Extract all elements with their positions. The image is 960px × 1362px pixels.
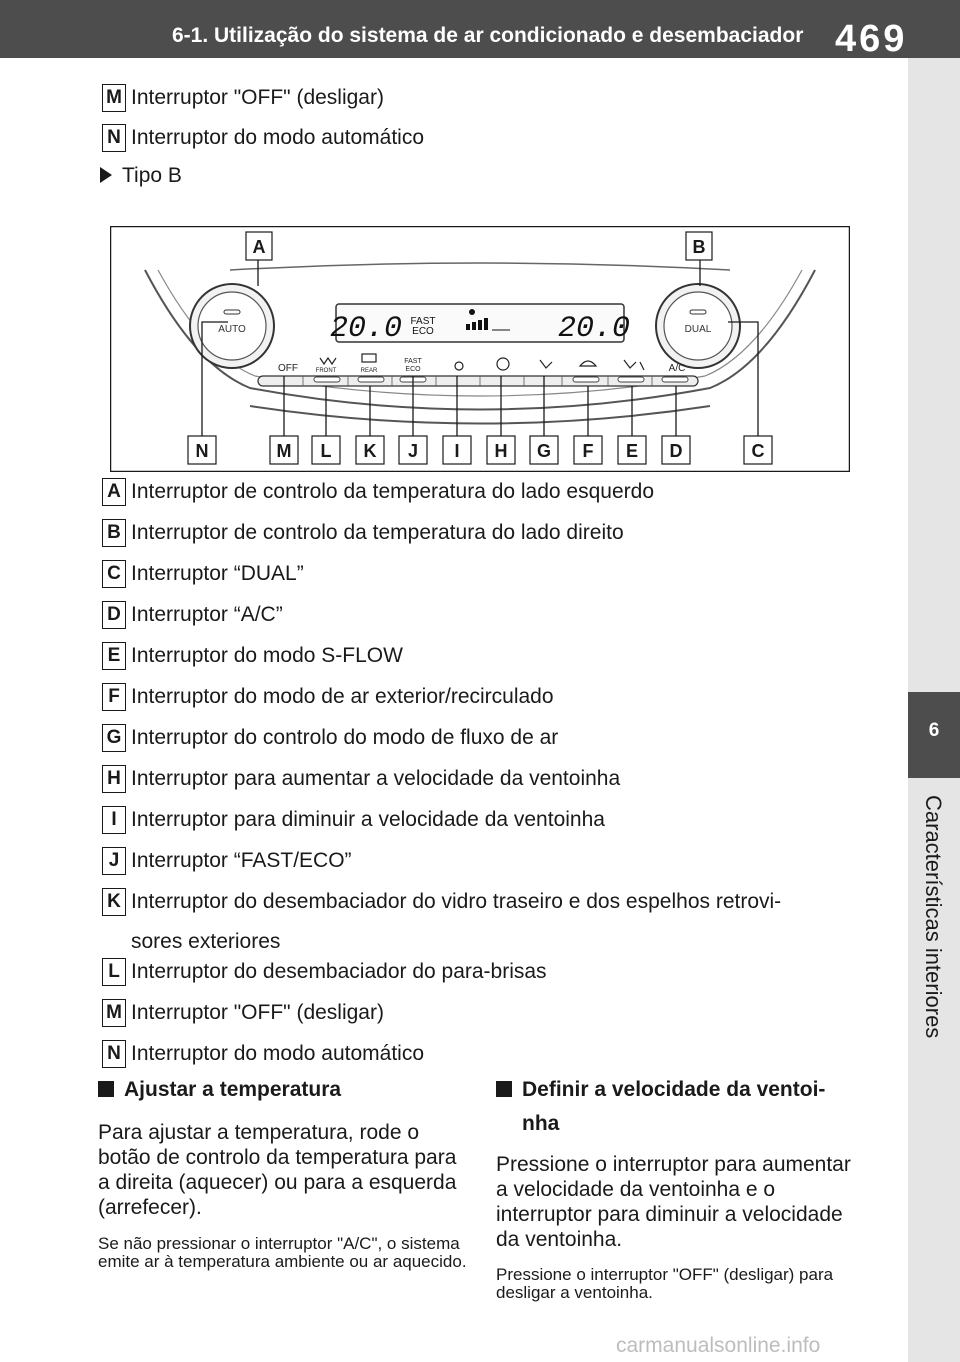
- display-eco-label: ECO: [412, 326, 434, 337]
- item-text: Interruptor para diminuir a velocidade da ventoinha: [131, 808, 605, 831]
- callout-f: F: [582, 441, 594, 461]
- item-text: Interruptor do modo automático: [131, 126, 424, 149]
- square-bullet-icon: [496, 1081, 512, 1097]
- item-letter: C: [102, 560, 126, 588]
- item-text: Interruptor do desembaciador do para-brisas: [131, 960, 547, 983]
- item-text: Interruptor “A/C”: [131, 603, 283, 626]
- item-text-continuation: sores exteriores: [131, 930, 281, 953]
- item-letter: I: [102, 806, 126, 834]
- type-label: Tipo B: [122, 164, 182, 187]
- right-temperature-readout: 20.0: [557, 312, 631, 346]
- ac-label: A/C: [668, 363, 686, 374]
- item-text: Interruptor do modo automático: [131, 1042, 424, 1065]
- front-label: FRONT: [315, 368, 337, 374]
- item-text: Interruptor para aumentar a velocidade da ventoinha: [131, 767, 621, 790]
- item-letter: L: [102, 958, 126, 986]
- item-letter: M: [102, 999, 126, 1027]
- item-letter: M: [102, 84, 126, 112]
- callout-l: L: [320, 441, 332, 461]
- item-text: Interruptor do desembaciador do vidro traseiro e dos espelhos retrovi-: [131, 890, 782, 913]
- chapter-title: Características interiores: [921, 795, 946, 1039]
- display-fast-label: FAST: [410, 316, 436, 327]
- item-text: Interruptor do controlo do modo de fluxo de ar: [131, 726, 559, 749]
- climate-control-panel-figure: [110, 226, 850, 472]
- fan-speed-paragraph: Pressione o interruptor para aumentar a velocidade da ventoinha e o interruptor para diminuir a velocidade da ventoinha.: [496, 1153, 851, 1251]
- callout-m: M: [276, 441, 292, 461]
- item-letter: N: [102, 124, 126, 152]
- left-temperature-readout: 20.0: [329, 312, 403, 346]
- item-text: Interruptor do modo S-FLOW: [131, 644, 403, 667]
- item-text: Interruptor de controlo da temperatura do lado direito: [131, 521, 624, 544]
- callout-e: E: [625, 441, 639, 461]
- dual-label: DUAL: [684, 324, 712, 335]
- fan-speed-note: Pressione o interruptor "OFF" (desligar) para desligar a ventoinha.: [496, 1265, 834, 1302]
- callout-c: C: [751, 441, 765, 461]
- right-temperature-knob: [656, 284, 740, 368]
- callout-d: D: [669, 441, 683, 461]
- item-letter: H: [102, 765, 126, 793]
- watermark: carmanualsonline.info: [616, 1334, 821, 1357]
- lcd-display: [330, 304, 630, 346]
- item-letter: A: [102, 478, 126, 506]
- callout-n: N: [195, 441, 209, 461]
- item-letter: N: [102, 1040, 126, 1068]
- square-bullet-icon: [98, 1081, 114, 1097]
- triangle-bullet-icon: [100, 167, 112, 183]
- callout-i: I: [454, 441, 460, 461]
- button-fast-label: FAST: [404, 358, 422, 365]
- section-title: 6-1. Utilização do sistema de ar condicionado e desembaciador: [172, 24, 804, 47]
- item-letter: B: [102, 519, 126, 547]
- auto-label: AUTO: [218, 324, 246, 335]
- item-text: Interruptor do modo de ar exterior/recirculado: [131, 685, 554, 708]
- chapter-number: 6: [928, 720, 940, 741]
- item-text: Interruptor “DUAL”: [131, 562, 304, 585]
- header-bar: [0, 0, 960, 58]
- chapter-tab[interactable]: [908, 692, 960, 778]
- type-heading: [100, 164, 182, 188]
- temperature-paragraph: Para ajustar a temperatura, rode o botão de controlo da temperatura para a direita (aquecer) ou para a esquerda (arrefecer).: [98, 1121, 457, 1219]
- rear-label: REAR: [360, 368, 378, 374]
- section-heading-fan-speed-cont: nha: [522, 1112, 560, 1135]
- section-heading-text: Definir a velocidade da ventoi-: [522, 1078, 826, 1101]
- callout-j: J: [407, 441, 419, 461]
- item-text: Interruptor "OFF" (desligar): [131, 1001, 384, 1024]
- item-letter: E: [102, 642, 126, 670]
- item-letter: J: [102, 847, 126, 875]
- item-text: Interruptor "OFF" (desligar): [131, 86, 384, 109]
- temperature-note: Se não pressionar o interruptor "A/C", o sistema emite ar à temperatura ambiente ou ar aquecido.: [98, 1234, 467, 1271]
- callout-h: H: [494, 441, 508, 461]
- callout-k: K: [363, 441, 377, 461]
- callout-g: G: [536, 441, 552, 461]
- item-text: Interruptor “FAST/ECO”: [131, 849, 352, 872]
- item-text: Interruptor de controlo da temperatura do lado esquerdo: [131, 480, 655, 503]
- section-heading-fan-speed: [496, 1072, 825, 1108]
- off-label: OFF: [278, 363, 298, 374]
- item-letter: K: [102, 888, 126, 916]
- item-letter: G: [102, 724, 126, 752]
- section-heading-temperature: [98, 1072, 341, 1108]
- page-number: 469: [835, 18, 908, 60]
- item-letter: F: [102, 683, 126, 711]
- callout-a: A: [252, 237, 266, 257]
- button-eco-label: ECO: [405, 366, 421, 373]
- item-letter: D: [102, 601, 126, 629]
- section-heading-text: Ajustar a temperatura: [124, 1078, 342, 1101]
- callout-b: B: [692, 237, 706, 257]
